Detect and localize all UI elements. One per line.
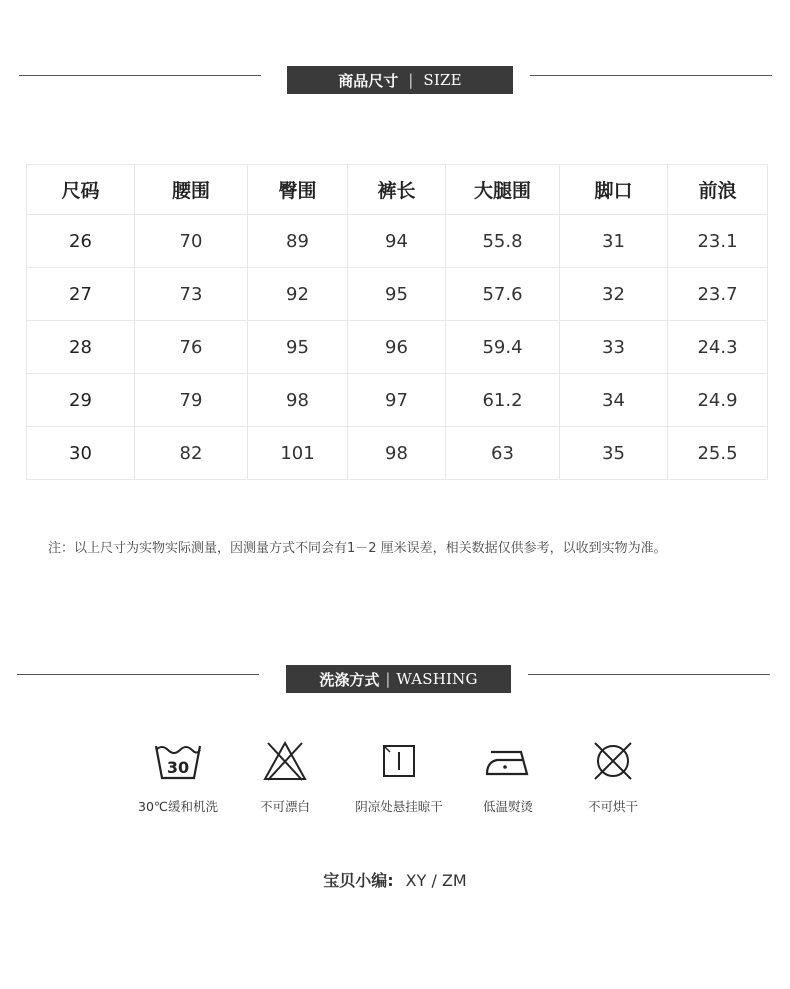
no-tumble-dry-icon <box>590 740 636 782</box>
table-row <box>27 215 768 268</box>
table-cell: 94 <box>348 215 446 268</box>
table-cell: 97 <box>348 374 446 427</box>
wash-item-no-tumble-dry <box>553 740 673 815</box>
title-separator: | <box>385 670 391 688</box>
header-rule-right <box>530 75 772 76</box>
wash-item-no-bleach <box>225 740 345 815</box>
table-cell: 55.8 <box>446 215 560 268</box>
table-cell: 73 <box>135 268 248 321</box>
table-cell: 79 <box>135 374 248 427</box>
size-title-box <box>287 66 513 94</box>
header-size: 尺码 <box>27 165 135 215</box>
header-waist: 腰围 <box>135 165 248 215</box>
wash-item-machine-wash <box>118 740 238 815</box>
wash-temp-text: 30 <box>166 758 190 777</box>
table-cell: 29 <box>27 374 135 427</box>
size-table <box>26 164 768 480</box>
table-cell: 23.1 <box>668 215 768 268</box>
iron-low-icon <box>483 740 533 782</box>
table-cell: 61.2 <box>446 374 560 427</box>
header-hip: 臀围 <box>248 165 348 215</box>
table-cell: 28 <box>27 321 135 374</box>
wash-label: 不可烘干 <box>587 799 638 814</box>
table-cell: 24.9 <box>668 374 768 427</box>
size-section-header <box>0 66 790 94</box>
line-dry-shade-icon <box>376 740 422 782</box>
table-cell: 32 <box>560 268 668 321</box>
table-row <box>27 268 768 321</box>
table-row <box>27 321 768 374</box>
table-cell: 57.6 <box>446 268 560 321</box>
wash-item-line-dry <box>339 740 459 815</box>
table-row <box>27 427 768 480</box>
table-cell: 59.4 <box>446 321 560 374</box>
wash-label: 阴凉处悬挂晾干 <box>355 799 443 814</box>
table-cell: 82 <box>135 427 248 480</box>
table-row <box>27 374 768 427</box>
table-cell: 24.3 <box>668 321 768 374</box>
table-cell: 101 <box>248 427 348 480</box>
wash-label: 低温熨烫 <box>482 799 533 814</box>
editor-label: 宝贝小编: <box>323 871 394 890</box>
table-cell: 26 <box>27 215 135 268</box>
title-separator: | <box>408 71 414 89</box>
header-rule-left <box>17 674 259 675</box>
table-cell: 95 <box>348 268 446 321</box>
size-title-zh: 商品尺寸 <box>338 71 399 90</box>
header-front-rise: 前浪 <box>668 165 768 215</box>
header-rule-left <box>19 75 261 76</box>
header-thigh: 大腿围 <box>446 165 560 215</box>
wash-label: 30℃缓和机洗 <box>138 799 218 814</box>
table-cell: 34 <box>560 374 668 427</box>
measurement-note: 注：以上尺寸为实物实际测量，因测量方式不同会有1－2 厘米误差，相关数据仅供参考，以收到实物为准。 <box>48 541 667 556</box>
table-cell: 70 <box>135 215 248 268</box>
table-cell: 95 <box>248 321 348 374</box>
table-cell: 89 <box>248 215 348 268</box>
washing-section-header <box>0 665 790 693</box>
table-cell: 35 <box>560 427 668 480</box>
header-leg-opening: 脚口 <box>560 165 668 215</box>
size-title-en: SIZE <box>423 71 462 89</box>
header-rule-right <box>528 674 770 675</box>
table-header-row <box>27 165 768 215</box>
table-cell: 63 <box>446 427 560 480</box>
table-cell: 96 <box>348 321 446 374</box>
table-cell: 31 <box>560 215 668 268</box>
table-cell: 92 <box>248 268 348 321</box>
washing-title-box <box>286 665 511 693</box>
wash-30-icon <box>153 740 203 782</box>
editor-value: XY / ZM <box>405 871 467 890</box>
table-cell: 30 <box>27 427 135 480</box>
editor-credit <box>0 868 790 891</box>
table-cell: 33 <box>560 321 668 374</box>
washing-title-zh: 洗涤方式 <box>319 670 380 689</box>
header-length: 裤长 <box>348 165 446 215</box>
wash-label: 不可漂白 <box>259 799 310 814</box>
table-cell: 23.7 <box>668 268 768 321</box>
table-cell: 98 <box>348 427 446 480</box>
table-cell: 76 <box>135 321 248 374</box>
table-cell: 25.5 <box>668 427 768 480</box>
table-cell: 27 <box>27 268 135 321</box>
washing-title-en: WASHING <box>396 670 478 688</box>
wash-item-iron-low <box>448 740 568 815</box>
table-cell: 98 <box>248 374 348 427</box>
no-bleach-icon <box>262 740 308 782</box>
